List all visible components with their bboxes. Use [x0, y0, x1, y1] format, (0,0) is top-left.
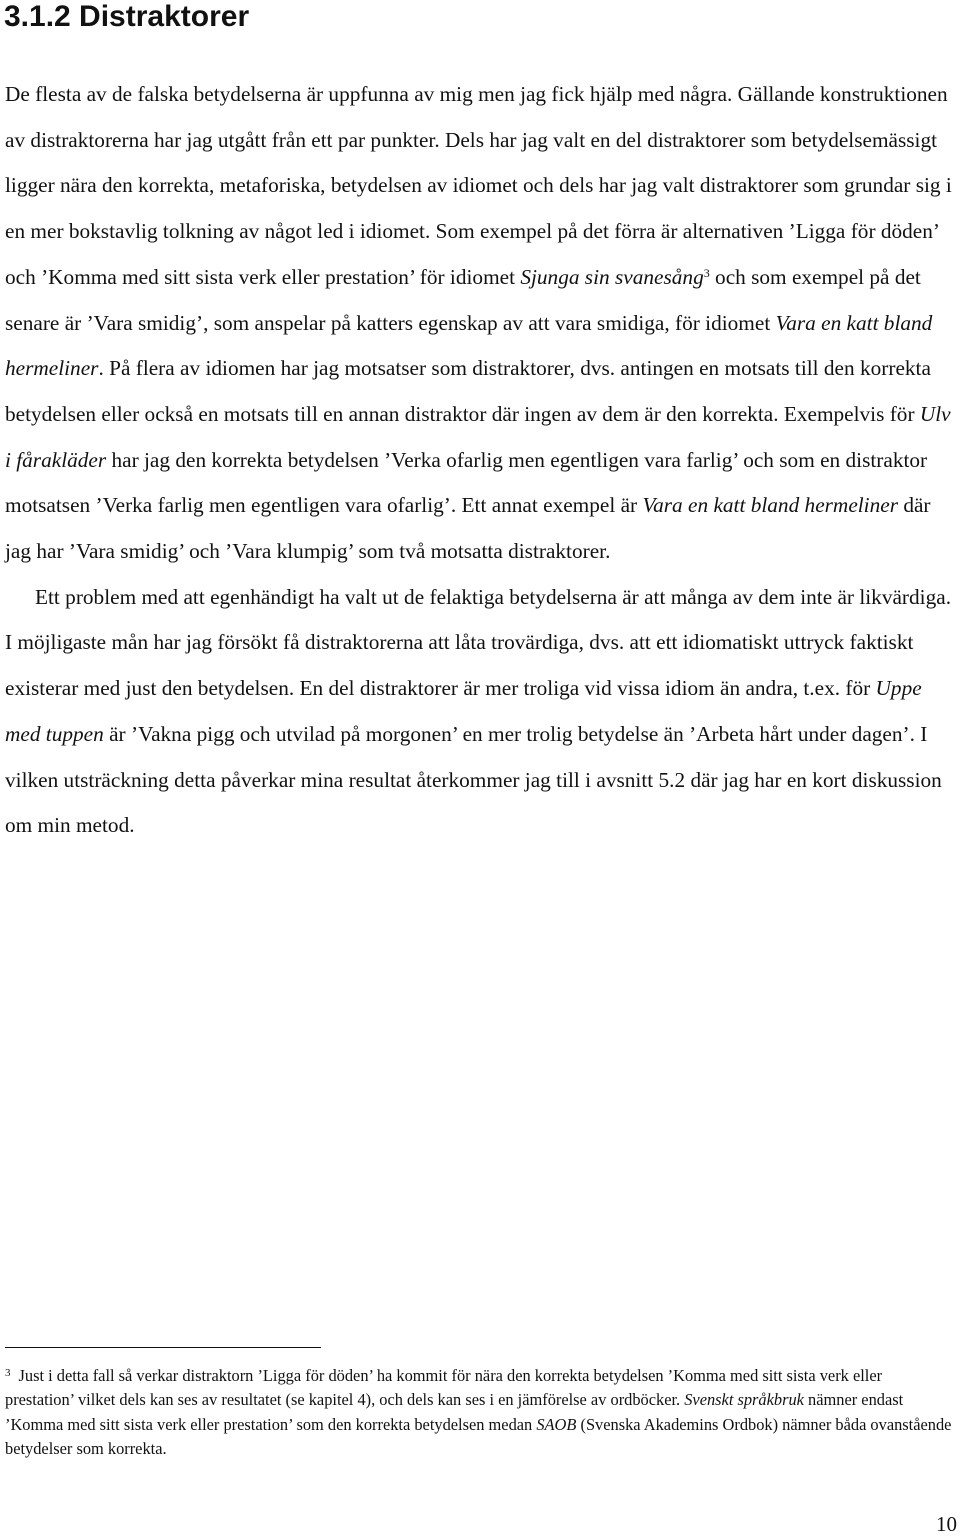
footnote-text-1: Just i detta fall så verkar distraktorn ’Ligga för döden’ ha kommit för nära den korrekta betydelsen ’Komma med sitt sista verk eller prestation’ vilket dels kan ses av resultatet (se kapitel 4), och dels kan ses i en jämförelse av ordböcker. [5, 1366, 883, 1410]
footnote-title-svenskt-sprakbruk: Svenskt språkbruk [684, 1390, 804, 1410]
paragraph-1-text-4: har jag den korrekta betydelsen ’Verka ofarlig men egentligen vara farlig’ och som en distraktor motsatsen ’Verka farlig men egentligen vara ofarlig’. Ett annat exempel är [5, 447, 928, 518]
paragraph-2-text-2: är ’Vakna pigg och utvilad på morgonen’ en mer trolig betydelse än ’Arbeta hårt under dagen’. I vilken utsträckning detta påverkar mina resultat återkommer jag till i avsnitt 5.2 där jag har en kort diskussion om min metod. [5, 721, 942, 838]
footnote-text-2: nämner endast ’Komma med sitt sista verk eller prestation’ som den korrekta betydelsen medan [5, 1390, 904, 1434]
idiom-uppe-med-tuppen: Uppe med tuppen [5, 676, 922, 746]
paragraph-1-text-5: där jag har ’Vara smidig’ och ’Vara klumpig’ som två motsatta distraktorer. [5, 493, 931, 564]
page-number: 10 [936, 1512, 957, 1536]
footnote-text-3: (Svenska Akademins Ordbok) nämner båda ovanstående betydelser som korrekta. [5, 1414, 952, 1459]
footnote-reference: 3 [703, 265, 710, 280]
paragraph-1-text-1: De flesta av de falska betydelserna är uppfunna av mig men jag fick hjälp med några. Gällande konstruktionen av distraktorerna har jag utgått från ett par punkter. Dels har jag valt en del distraktorer som betydelsemässigt ligger nära den korrekta, metaforiska, betydelsen av idiomet och dels har jag valt distraktorer som grundar sig i en mer bokstavlig tolkning av något led i idiomet. Som exempel på det förra är alternativen ’Ligga för döden’ och ’Komma med sitt sista verk eller prestation’ för idiomet [5, 82, 952, 289]
idiom-ulv-i-farakladar: Ulv i fårakläder [5, 401, 951, 472]
paragraph-1-text-2: och som exempel på det senare är ’Vara smidig’, som anspelar på katters egenskap av att vara smidiga, för idiomet [5, 264, 921, 335]
paragraph-1-text-3: . På flera av idiomen har jag motsatser som distraktorer, dvs. antingen en motsats till den korrekta betydelsen eller också en motsats till en annan distraktor där ingen av dem är den korrekta. Exempelvis för [5, 356, 931, 426]
footnote [5, 1364, 955, 1462]
idiom-vara-en-katt-2: Vara en katt bland hermeliner [642, 493, 898, 518]
section-heading: 3.1.2 Distraktorer [4, 0, 250, 33]
paragraph-2 [5, 575, 957, 849]
footnote-separator [5, 1347, 321, 1348]
idiom-vara-en-katt-1: Vara en katt bland hermeliner [5, 310, 933, 381]
body-text [5, 72, 957, 849]
idiom-sjunga-sin-svanesang: Sjunga sin svanesång [520, 264, 704, 289]
paragraph-1 [5, 72, 957, 575]
paragraph-2-text-1: Ett problem med att egenhändigt ha valt ut de felaktiga betydelserna är att många av dem inte är likvärdiga. I möjligaste mån har jag försökt få distraktorerna att låta trovärdiga, dvs. att ett idiomatiskt uttryck faktiskt existerar med just den betydelsen. En del distraktorer är mer troliga vid vissa idiom än andra, t.ex. för [5, 584, 952, 701]
footnote-title-saob: SAOB [536, 1414, 577, 1434]
footnote-mark: 3 [5, 1367, 11, 1379]
